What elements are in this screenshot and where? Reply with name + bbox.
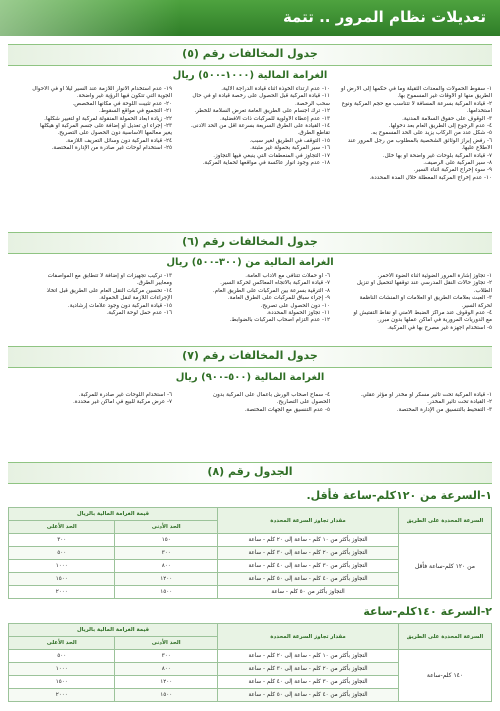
col-max-header: الحد الأعلى (9, 637, 115, 650)
violation-line: ٣- العبث بعلامات الطريق أو العلامات أو المنشآت الناظمة (359, 295, 492, 302)
violation-line: ٥- شكل عدد من الركاب يزيد على الحد المسموح به. (370, 130, 492, 137)
violation-line: ١٣- عدم إعطاء الأولوية للمركبات ذات الأفضلية. (220, 115, 330, 122)
exceed-cell: التجاوز بأكثر من ١٠ كلم - ساعة إلى ٢٠ كلم - ساعة (218, 650, 399, 663)
violation-line: ٧- قيادة المركبة بالاتجاه المعاكس لحركة السير. (220, 280, 330, 287)
table8-header-label: الجدول رقم (٨) (207, 465, 293, 478)
violation-line: ١٥- التوقف في الطريق لغير سبب. (249, 137, 330, 144)
col-min-header: الحد الأدنى (115, 637, 218, 650)
table8-header (8, 462, 492, 484)
min-fine-cell: ١٢٠٠ (115, 676, 218, 689)
violation-line: الإجراءات اللازمة لنقل الحمولة. (99, 295, 172, 302)
violation-line: ٦- أو حملات تتنافى مع الآداب العامة. (245, 273, 330, 279)
max-fine-cell: ٥٠٠ (9, 547, 115, 560)
min-fine-cell: ١٥٠٠ (115, 586, 218, 599)
col-min-header: الحد الأدنى (115, 521, 218, 534)
violation-line: ٢- تجاوز حالات النقل المدرسي عند توقفها لتحميل أو تنزيل (356, 280, 492, 287)
violation-line: ٢- قيادة المركبة بسرعة المسافة لا تتناسب مع حجم المركبة ونوع (341, 100, 492, 107)
violation-line: ١٠- عدم ارتداء الخوذة أثناء قيادة الدراجة الآلية. (221, 86, 330, 92)
violation-line: الاطلاع عليها. (461, 145, 492, 152)
table6-fine: الغرامة المالية من (٣٠٠-٥٠٠) ريال (166, 257, 334, 268)
table5-header-label: جدول المخالفات رقم (٥) (182, 47, 318, 60)
violation-line: مع الدوريات المرورية في أماكن عملها بدون مبرر. (377, 317, 492, 324)
page-title: تعديلات نظام المرور .. تتمة (282, 8, 486, 26)
violation-line: الجوية التي تتكون فيها الرؤية غير واضحة. (76, 93, 172, 100)
speed-limit-cell: من ١٢٠ كلم-ساعة فأقل (399, 534, 492, 599)
exceed-cell: التجاوز بأكثر من ٤٠ كلم - ساعة إلى ٥٠ كلم - ساعة (218, 689, 399, 702)
violation-line: ١٠- دون الحصول على تصريح. (260, 302, 330, 309)
col-speed-header: السرعة المحددة على الطريق (399, 508, 492, 534)
table5-middle-column (178, 86, 330, 167)
max-fine-cell: ٢٠٠٠ (9, 689, 115, 702)
table6-left-column (8, 273, 172, 317)
speed1-table-body (9, 534, 492, 599)
max-fine-cell: ٥٠٠ (9, 650, 115, 663)
speed2-table-body (9, 650, 492, 702)
violation-line: ٩- سوء إخراج المركبة أثناء السير. (413, 167, 492, 174)
violation-line: ٢١- التجميع في مواقع السقوط. (99, 108, 172, 115)
max-fine-cell: ١٥٠٠ (9, 573, 115, 586)
min-fine-cell: ٣٠٠ (115, 650, 218, 663)
violation-line: الحصول على التصاريح. (276, 399, 330, 406)
violation-line: ١٦- سير المركبة بحمولة غير مثبتة. (250, 145, 330, 152)
violation-line: ٨- الترقية بسرعة بين المركبات على الطريق العام. (212, 287, 330, 294)
table7-fine: الغرامة المالية (٥٠٠-٩٠٠) ريال (175, 372, 325, 383)
table7-right-column (336, 392, 492, 414)
top-banner (0, 0, 500, 36)
col-exceed-header: مقدار تجاوز السرعة المحددة (218, 508, 399, 534)
max-fine-cell: ١٠٠٠ (9, 560, 115, 573)
exceed-cell: التجاوز بأكثر من ٥٠ كلم - ساعة (218, 586, 399, 599)
violation-line: ٢٣- إجراء أي تعديل أو إضافة على جسم المركبة أو هيكلها (39, 123, 172, 130)
exceed-cell: التجاوز بأكثر من ٣٠ كلم - ساعة إلى ٤٠ كلم - ساعة (218, 560, 399, 573)
table5-left-column (8, 86, 172, 153)
violation-line: ٩- إجراء سباق للمركبات على الطرق العامة. (227, 295, 330, 302)
violation-line: ٢٥- استخدام لوحات غير صادرة من الإدارة المختصة. (51, 145, 172, 152)
exceed-cell: التجاوز بأكثر من ٤٠ كلم - ساعة إلى ٥٠ كلم - ساعة (218, 573, 399, 586)
min-fine-cell: ١٢٠٠ (115, 573, 218, 586)
table6-header (8, 232, 492, 254)
violation-line: ٣- التفحيط بالتنسيق من الإدارة المختصة. (396, 406, 492, 413)
exceed-cell: التجاوز بأكثر من ٢٠ كلم - ساعة إلى ٣٠ كلم - ساعة (218, 663, 399, 676)
violation-line: ١١- قيادة المركبة قبل الحصول على رخصة قيادة أو في حال (192, 93, 330, 100)
violation-line: ٤- عدم الوقوف عند مراكز الضبط الأمني أو نقاط التفتيش أو (353, 310, 492, 317)
exceed-cell: التجاوز بأكثر من ١٠ كلم - ساعة إلى ٢٠ كلم - ساعة (218, 534, 399, 547)
min-fine-cell: ٣٠٠ (115, 547, 218, 560)
violation-line: ١٧- التجاوز في المنعطفات التي ينبغي فيها التجاوز. (213, 152, 330, 159)
violation-line: ٦- رفض إبراز الوثائق الشخصية بالمطلوب من رجل المرور عند (347, 137, 492, 144)
min-fine-cell: ١٥٠٠ (115, 689, 218, 702)
min-fine-cell: ١٥٠ (115, 534, 218, 547)
violation-line: ٣- الوقوف على حقوق السلامة المدنية. (402, 115, 492, 122)
violation-line: الطريق منها أو الأوقات غير المسموح بها. (397, 93, 492, 100)
violation-line: ٥- عدم التنسيق مع الجهات المختصة. (244, 406, 330, 413)
violation-line: ٦- استخدام اللوحات غير صادرة للمركبة. (78, 392, 172, 398)
table6-right-column (336, 273, 492, 332)
speed1-title: ١-السرعة من ١٢٠كلم-ساعة فأقل. (306, 489, 492, 502)
min-fine-cell: ٨٠٠ (115, 560, 218, 573)
violation-line: ١٥- قيادة المركبة دون وجود علامات إرشادية. (67, 302, 172, 309)
max-fine-cell: ٢٠٠٠ (9, 586, 115, 599)
col-max-header: الحد الأعلى (9, 521, 115, 534)
min-fine-cell: ٨٠٠ (115, 663, 218, 676)
violation-line: ومعايير الطرق. (136, 280, 172, 287)
violation-line: ١١- تجاوز الحمولة المحددة. (266, 310, 330, 317)
violation-line: تقاطع الطرق. (297, 130, 330, 137)
table7-middle-column (178, 392, 330, 414)
violation-line: ٧- عرض مركبة للبيع في أماكن غير محددة. (73, 399, 172, 406)
speed-limit-cell: ١٤٠ كلم-ساعة (399, 650, 492, 702)
violation-line: ١٢- ترك أجسام على الطريق العامة تعرض السلامة للخطر. (194, 108, 330, 115)
violation-line: ٢٢- زيادة أبعاد الحمولة المنقولة لمركبة أو لتغيير شكلها. (44, 115, 172, 122)
table5-header (8, 44, 492, 66)
violation-line: ١٠- عدم إخراج المركبة المعطلة خلال المدة المحددة. (369, 174, 492, 181)
violation-line: ٥- استخدام أجهزة غير مصرح بها في المركبة. (387, 324, 492, 331)
table-row (9, 650, 492, 663)
violation-line: ١٩- عدم استخدام الأنوار اللازمة عند السير ليلاً أو في الأحوال (32, 86, 172, 92)
table5-fine: الغرامة المالية (١٠٠٠-٥٠٠) ريال (172, 70, 328, 81)
violation-line: ١٣- تركيب تجهيزات أو إضافة لا تتطابق مع المواصفات (47, 273, 172, 279)
violation-line: ١٢- عدم التزام أصحاب المركبات بالضوابط. (229, 317, 330, 324)
max-fine-cell: ٣٠٠ (9, 534, 115, 547)
banner-decoration (0, 0, 180, 36)
violation-line: ١٨- عدم وجود أنوار عاكسة في مواقعها لحماية المركبة. (202, 160, 330, 167)
col-speed-header: السرعة المحددة على الطريق (399, 624, 492, 650)
table6-header-label: جدول المخالفات رقم (٦) (182, 235, 318, 248)
table7-header-label: جدول المخالفات رقم (٧) (182, 349, 318, 362)
violation-line: ١- تجاوز إشارة المرور الضوئية أثناء الضوء الأحمر. (377, 273, 492, 279)
col-fine-header: قيمة الغرامة المالية بالريال (9, 508, 218, 521)
speed1-table (8, 507, 492, 599)
max-fine-cell: ١٥٠٠ (9, 676, 115, 689)
col-exceed-header: مقدار تجاوز السرعة المحددة (218, 624, 399, 650)
violation-line: ١- قيادة المركبة تحت تأثير مسكر أو مخدر أو مؤثر عقلي. (360, 392, 492, 398)
table6-middle-column (178, 273, 330, 325)
violation-line: ٢- القيادة تحت تأثير المخدر. (427, 399, 492, 406)
violation-line: ٧- قيادة المركبة بلوحات غير واضحة أو بها خلل. (382, 152, 492, 159)
violation-line: يغير معالمها الأساسية دون الحصول على التصريح. (57, 130, 172, 137)
table5-right-column (336, 86, 492, 182)
exceed-cell: التجاوز بأكثر من ٢٠ كلم - ساعة إلى ٣٠ كلم - ساعة (218, 547, 399, 560)
violation-line: سحب الرخصة. (295, 100, 330, 107)
violation-line: ٤- سماح أصحاب الورش بأعمال على المركبة بدون (213, 392, 330, 398)
violation-line: ٨- سير المركبة على الرصيف. (423, 160, 492, 167)
table7-header (8, 346, 492, 368)
violation-line: لحركة السير. (461, 302, 492, 309)
violation-line: ٢٤- قيادة المركبة دون وسائل التعريف اللازمة. (65, 137, 172, 144)
speed2-title: ٢-السرعة ١٤٠كلم-ساعة (363, 605, 492, 618)
violation-line: ١- سقوط الحمولات والمعدات الثقيلة وما في حكمها إلى الأرض أو (341, 86, 492, 92)
exceed-cell: التجاوز بأكثر من ٣٠ كلم - ساعة إلى ٤٠ كلم - ساعة (218, 676, 399, 689)
speed2-table (8, 623, 492, 702)
table-row (9, 534, 492, 547)
violation-line: ١٤- تحسين مركبات النقل العام على الطريق قبل اتخاذ (46, 287, 172, 294)
violation-line: ١٦- عدم حمل لوحة المركبة. (106, 310, 172, 317)
violation-line: ٢٠- عدم تثبيت اللوحة في مكانها المخصص. (72, 100, 172, 107)
max-fine-cell: ١٠٠٠ (9, 663, 115, 676)
violation-line: ١٤- القيادة على الطرق السريعة بسرعة أقل من الحد الأدنى. (190, 123, 330, 130)
violation-line: ٤- عدم الرجوع إلى الطريق العام بعد دخولها. (388, 123, 492, 130)
violation-line: الطلاب. (473, 287, 492, 294)
col-fine-header: قيمة الغرامة المالية بالريال (9, 624, 218, 637)
table7-left-column (8, 392, 172, 407)
violation-line: استخدامها. (466, 108, 492, 115)
